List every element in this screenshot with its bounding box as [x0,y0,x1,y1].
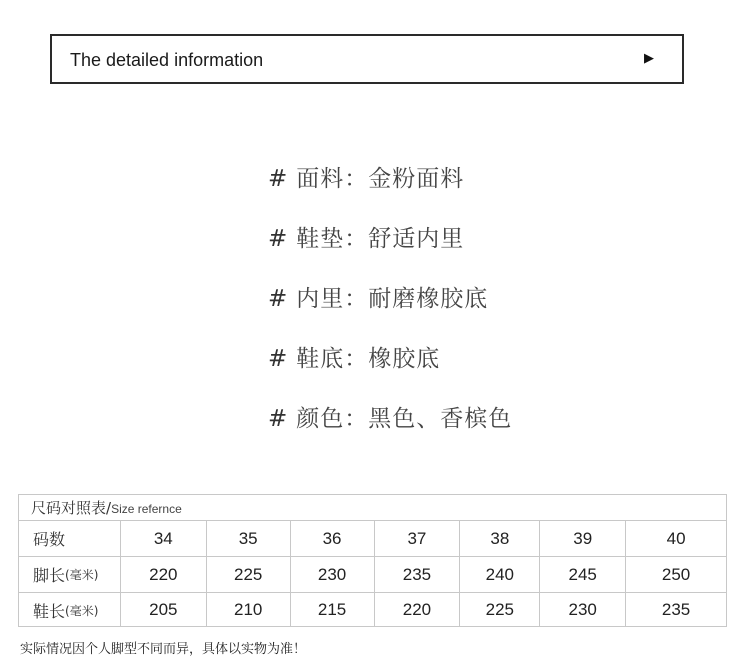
table-cell: 220 [375,593,461,627]
footnote: 实际情况因个人脚型不同而异，具体以实物为准！ [20,642,307,657]
row-unit: (毫米) [65,603,99,618]
hash-icon: # [268,406,289,432]
row-header [19,521,121,556]
row-header [19,593,121,627]
table-cell: 210 [207,593,291,627]
attribute-text: 面料：金粉面料 [296,166,465,192]
row-label: 脚长 [33,566,66,585]
table-cell: 235 [375,557,461,592]
attribute-list [268,160,512,460]
table-cell: 34 [121,521,207,556]
detail-info-header[interactable] [50,34,684,84]
hash-icon: # [268,346,289,372]
table-row [19,521,726,557]
table-cell: 225 [460,593,540,627]
caption-en: Size refernce [111,502,182,516]
table-cell: 225 [207,557,291,592]
hash-icon: # [268,226,289,252]
header-title: The detailed information [70,50,264,70]
attribute-sole [268,340,512,400]
attribute-lining [268,280,512,340]
table-cell: 245 [540,557,626,592]
row-unit: (毫米) [65,568,99,582]
table-cell: 215 [291,593,375,627]
row-label: 鞋长 [33,601,66,621]
attribute-color [268,400,512,460]
row-label: 码数 [33,530,66,549]
size-chart-table [18,494,727,627]
table-cell: 230 [291,557,375,592]
table-cell: 39 [540,521,626,556]
table-cell: 36 [291,521,375,556]
table-cell: 37 [375,521,461,556]
table-cell: 40 [666,528,686,548]
hash-icon: # [268,286,289,312]
table-cell: 220 [121,557,207,592]
table-cell: 38 [460,521,540,556]
attribute-fabric [268,160,512,220]
attribute-text: 鞋底：橡胶底 [296,346,441,372]
table-row [19,557,726,593]
table-cell: 230 [540,593,626,627]
attribute-text: 内里：耐磨橡胶底 [296,286,489,312]
attribute-text: 颜色：黑色、香槟色 [296,406,513,432]
play-arrow-icon[interactable]: ▶ [644,51,654,66]
row-header [19,557,121,592]
table-cell: 35 [207,521,291,556]
caption-cn: 尺码对照表/ [31,499,112,517]
table-row [19,593,726,627]
table-cell: 250 [661,564,691,584]
attribute-insole [268,220,512,280]
hash-icon: # [268,166,289,192]
table-cell: 240 [460,557,540,592]
attribute-text: 鞋垫：舒适内里 [296,226,465,252]
size-chart-caption [19,495,726,521]
table-cell: 205 [121,593,207,627]
table-cell: 235 [661,600,691,619]
